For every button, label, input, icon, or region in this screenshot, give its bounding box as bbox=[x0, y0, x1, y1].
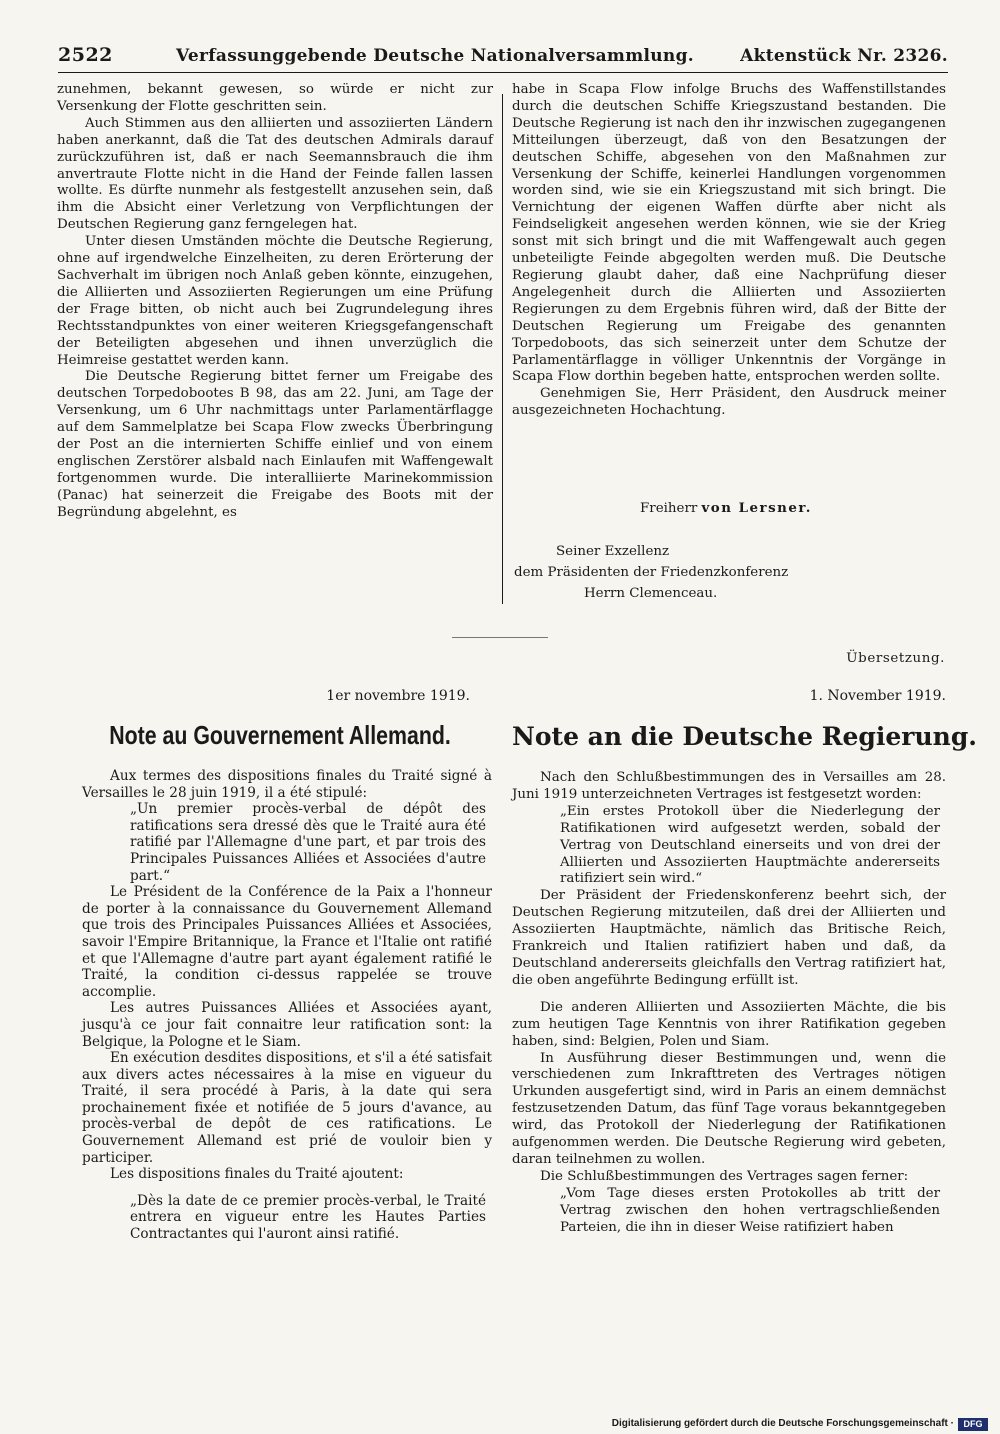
translation-label: Übersetzung. bbox=[846, 651, 945, 666]
paragraph: Genehmigen Sie, Herr Präsident, den Ausdruck meiner ausgezeichneten Hochachtung. bbox=[512, 386, 946, 419]
page-number: 2522 bbox=[58, 44, 113, 66]
left-column-top bbox=[57, 82, 493, 522]
quote: „Vom Tage dieses ersten Protokolles ab tritt der Vertrag zwischen den hohen vertragschließenden Parteien, die ihn in dieser Weise ratifiziert haben bbox=[560, 1185, 940, 1235]
paragraph: Nach den Schlußbestimmungen des in Versailles am 28. Juni 1919 unterzeichneten Vertrages ist festgesetzt worden: bbox=[512, 770, 946, 802]
signature-prefix: Freiherr bbox=[640, 501, 702, 516]
paragraph: Les autres Puissances Alliées et Associées ayant, jusqu'à ce jour fait connaitre leur ratification sont: la Belgique, la Pologne et le Siam. bbox=[82, 1000, 492, 1050]
paragraph: Les dispositions finales du Traité ajoutent: bbox=[110, 1166, 404, 1183]
address-line: Herrn Clemenceau. bbox=[584, 586, 718, 601]
paragraph: zunehmen, bekannt gewesen, so würde er nicht zur Versenkung der Flotte geschritten sein. bbox=[57, 82, 493, 114]
date-german: 1. November 1919. bbox=[809, 688, 946, 704]
page-header bbox=[58, 44, 948, 73]
paragraph: Unter diesen Umständen möchte die Deutsche Regierung, ohne auf irgendwelche Einzelheiten, zu deren Erörterung der Sachverhalt im übrigen noch Anlaß geben könnte, einzugehen, die Alliierten und Assoziierten Regierungen um eine Prüfung der Frage bitten, ob nicht auch bei Zugrundelegung ihres Rechtsstandpunktes von einer weiteren Kriegsgefangenschaft der Beteiligten abgesehen und ihnen unverzüglich die Heimreise gestattet werden kann. bbox=[57, 234, 493, 368]
paragraph: Aux termes des dispositions finales du Traité signé à Versailles le 28 juin 1919, il a été stipulé: bbox=[82, 768, 492, 801]
section-divider bbox=[452, 637, 548, 638]
dfg-logo: DFG bbox=[958, 1418, 988, 1431]
spacer bbox=[82, 1183, 492, 1193]
quote: „Ein erstes Protokoll über die Niederlegung der Ratifikationen wird aufgesetzt werden, sobald der Vertrag von Deutschland einerseits und von drei der Alliierten und Assoziierten Hauptmächte andererseits ratifiziert sein wird.“ bbox=[560, 803, 940, 887]
paragraph: Auch Stimmen aus den alliierten und assoziierten Ländern haben anerkannt, daß die Tat des deutschen Admirals darauf zurückzuführen ist, daß er nach Seemannsbrauch die ihm anvertraute Flotte nicht in die Hand der Feinde fallen lassen wollte. Es dürfte nunmehr als festgestellt anzusehen sein, daß ihm die Absicht einer Verletzung von Verpflichtungen der Deutschen Regierung ganz ferngelegen hat. bbox=[57, 115, 493, 233]
paragraph: Die anderen Alliierten und Assoziierten Mächte, die bis zum heutigen Tage Kenntnis von ihrer Ratifikation gegeben haben, sind: Belgien, Polen und Siam. bbox=[512, 999, 946, 1049]
german-note-text bbox=[512, 770, 946, 1236]
paragraph: Le Président de la Conférence de la Paix a l'honneur de porter à la connaissance du Gouvernement Allemand que trois des Principales Puissances Alliées et Associées, savoir l'Empire Britannique, la France et l'Italie ont ratifié et que l'Allemagne d'autre part ayant également ratifié le Traité, la condition ci-dessus rappelée se trouve accomplie. bbox=[82, 884, 492, 1000]
title-french: Note au Gouvernement Allemand. bbox=[109, 720, 451, 750]
signature bbox=[640, 500, 812, 516]
french-note-text bbox=[82, 768, 492, 1243]
date-french: 1er novembre 1919. bbox=[326, 688, 470, 704]
paragraph: In Ausführung dieser Bestimmungen und, wenn die verschiedenen zum Inkrafttreten des Vertrages nötigen Urkunden ausgefertigt sind, wird in Paris an einem demnächst festzusetzenden Datum, das fünf Tage voraus bekanntgegeben wird, das Protokoll der Niederlegung der Ratifikationen aufgenommen werden. Die Deutsche Regierung wird gebeten, daran teilnehmen zu wollen. bbox=[512, 1050, 946, 1167]
paragraph: En exécution desdites dispositions, et s'il a été satisfait aux divers actes nécessaires à la mise en vigueur du Traité, il sera procédé à Paris, à la date qui sera prochainement fixée et notifiée de 5 jours d'avance, au procès-verbal de depôt de ces ratifications. Le Gouvernement Allemand est prié de vouloir bien y participer. bbox=[82, 1050, 492, 1166]
paragraph: Die Deutsche Regierung bittet ferner um Freigabe des deutschen Torpedobootes B 98, das am 22. Juni, am Tage der Versenkung, um 6 Uhr nachmittags unter Parlamentärflagge auf dem Sammelplatze bei Scapa Flow zwecks Überbringung der Post an die internierten Schiffe einlief und von einem englischen Zerstörer alsbald nach Einlaufen mit Waffengewalt fortgenommen wurde. Die interalliierte Marinekommission (Panac) hat seinerzeit die Freigabe des Boots mit der Begründung abgelehnt, es bbox=[57, 369, 493, 520]
paragraph: Der Präsident der Friedenskonferenz beehrt sich, der Deutschen Regierung mitzuteilen, daß drei der Alliierten und Assoziierten Hauptmächte, nämlich das Britische Reich, Frankreich und Italien ratifiziert haben und daß, da Deutschland andererseits gleichfalls den Vertrag ratifiziert hat, die oben angeführte Bedingung erfüllt ist. bbox=[512, 888, 946, 988]
document-number: Aktenstück Nr. 2326. bbox=[740, 46, 948, 66]
running-title: Verfassunggebende Deutsche Nationalversammlung. bbox=[176, 46, 694, 66]
address-line: Seiner Exzellenz bbox=[556, 544, 670, 559]
address-line: dem Präsidenten der Friedenzkonferenz bbox=[514, 565, 789, 580]
footer-credit bbox=[610, 1418, 990, 1432]
addressee-block bbox=[514, 541, 788, 604]
column-divider bbox=[502, 94, 503, 604]
signature-name: von Lersner. bbox=[701, 500, 812, 516]
quote: „Un premier procès-verbal de dépôt des ratifications sera dressé dès que le Traité aura été ratifié par l'Allemagne d'une part, et par trois des Principales Puissances Alliées et Associées d'autre part.“ bbox=[130, 801, 486, 884]
title-german: Note an die Deutsche Regierung. bbox=[512, 722, 978, 751]
paragraph: habe in Scapa Flow infolge Bruchs des Waffenstillstandes durch die deutschen Schiffe Kriegszustand bestanden. Die Deutsche Regierung ist nach den ihr inzwischen zugegangenen Mitteilungen überzeugt, daß von den Besatzungen der deutschen Schiffe, abgesehen von den Maßnahmen zur Versenkung der Schiffe, keinerlei Handlungen vorgenommen worden sind, wie sie ein Kriegszustand mit sich bringt. Die Vernichtung der eigenen Waffen dürfte aber nicht als Feindseligkeit angesehen werden können, wie sie der Krieg sonst mit sich bringt und die mit Waffengewalt auch gegen unbeteiligte Feinde abgegolten werden muß. Die Deutsche Regierung glaubt daher, daß eine Nachprüfung dieser Angelegenheit durch die Alliierten und Assoziierten Regierungen zu dem Ergebnis führen wird, daß der Bitte der Deutschen Regierung um Freigabe des genannten Torpedoboots, das sich seinerzeit unter dem Schutze der Parlamentärflagge in völliger Unkenntnis der Vorgänge in Scapa Flow dorthin begeben hatte, entsprochen werden sollte. bbox=[512, 82, 946, 385]
footer-text: Digitalisierung gefördert durch die Deutsche Forschungsgemeinschaft · bbox=[611, 1418, 954, 1429]
quote: „Dès la date de ce premier procès-verbal, le Traité entrera en vigueur entre les Hautes Parties Contractantes qui l'auront ainsi ratifié. bbox=[130, 1192, 486, 1243]
spacer bbox=[512, 990, 946, 1000]
right-column-top bbox=[512, 82, 946, 420]
paragraph: Die Schlußbestimmungen des Vertrages sagen ferner: bbox=[540, 1168, 909, 1184]
